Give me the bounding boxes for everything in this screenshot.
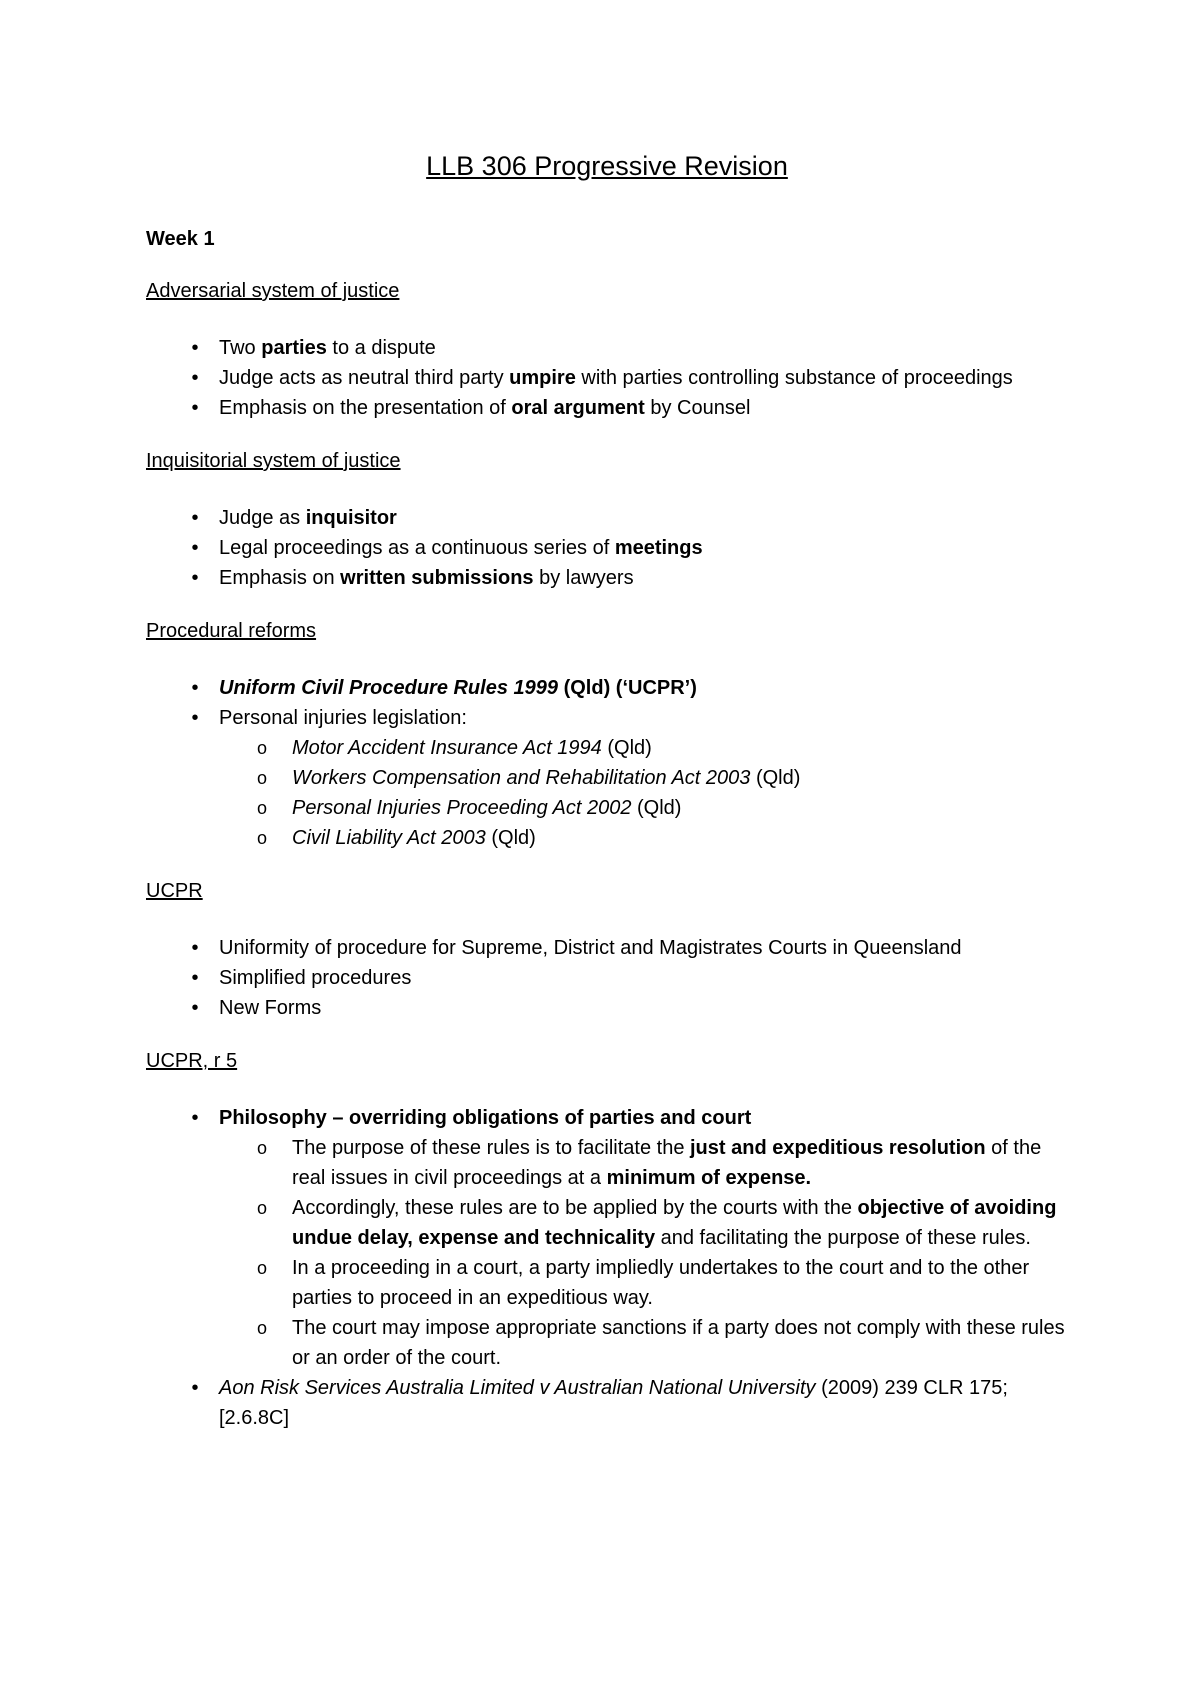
section-heading-reforms: Procedural reforms <box>146 620 317 642</box>
sub-list-item: o In a proceeding in a court, a party impliedly undertakes to the court and to the other parties to proceed in an expeditious way. <box>219 1253 1080 1313</box>
bullet-icon: • <box>191 677 199 699</box>
list-item: • Uniform Civil Procedure Rules 1999 (Qld) (‘UCPR’) <box>146 673 1080 703</box>
sub-list-item: o Personal Injuries Proceeding Act 2002 (Qld) <box>219 793 1080 823</box>
circle-bullet-icon: o <box>256 798 267 818</box>
list-item: • Two parties to a dispute <box>146 333 1080 363</box>
list-item: • New Forms <box>146 993 1080 1023</box>
circle-bullet-icon: o <box>256 768 267 788</box>
section-heading-ucpr: UCPR <box>146 880 203 902</box>
sub-list-item: o Accordingly, these rules are to be applied by the courts with the objective of avoiding undue delay, expense and technicality and facilitating the purpose of these rules. <box>219 1193 1080 1253</box>
list-item: • Aon Risk Services Australia Limited v Australian National University (2009) 239 CLR 175; [2.6.8C] <box>146 1373 1080 1433</box>
circle-bullet-icon: o <box>256 828 267 848</box>
sub-list-item: o Workers Compensation and Rehabilitation Act 2003 (Qld) <box>219 763 1080 793</box>
list-item: • Judge acts as neutral third party umpire with parties controlling substance of proceedings <box>146 363 1080 393</box>
document-title: LLB 306 Progressive Revision <box>426 151 788 181</box>
circle-bullet-icon: o <box>256 1258 267 1278</box>
sub-list-item: o Civil Liability Act 2003 (Qld) <box>219 823 1080 853</box>
bullet-icon: • <box>191 967 199 989</box>
bullet-icon: • <box>191 1107 199 1129</box>
list-item: • Emphasis on written submissions by lawyers <box>146 563 1080 593</box>
bullet-icon: • <box>191 337 199 359</box>
ucpr-list <box>146 933 1080 1023</box>
list-item: • Uniformity of procedure for Supreme, District and Magistrates Courts in Queensland <box>146 933 1080 963</box>
adversarial-list <box>146 333 1080 423</box>
list-item: • Judge as inquisitor <box>146 503 1080 533</box>
bullet-icon: • <box>191 707 199 729</box>
list-item: • Simplified procedures <box>146 963 1080 993</box>
week-heading: Week 1 <box>146 228 215 250</box>
sub-list-item: o Motor Accident Insurance Act 1994 (Qld) <box>219 733 1080 763</box>
circle-bullet-icon: o <box>256 1138 267 1158</box>
bullet-icon: • <box>191 937 199 959</box>
bullet-icon: • <box>191 397 199 419</box>
ucpr-r5-list <box>146 1103 1080 1433</box>
bullet-icon: • <box>191 367 199 389</box>
bullet-icon: • <box>191 1377 199 1399</box>
list-item: • Philosophy – overriding obligations of parties and court o The purpose of these rules is to facilitate the just and expeditious resolution of the real issues in civil proceedings at a minimum of expense. o Accordingly, these rules are to be applied by the courts with the objective of avoiding undue delay, expense and technicality and facilitating the purpose of these rules. o In a proceeding in a court, a party impliedly undertakes to the court and to the other parties to proceed in an expeditious way. o The court may impose appropriate sanctions if a party does not comply with these rules or an order of the court. <box>146 1103 1080 1373</box>
philosophy-sublist <box>219 1133 1080 1373</box>
list-item: • Legal proceedings as a continuous series of meetings <box>146 533 1080 563</box>
legislation-sublist <box>219 733 1080 853</box>
list-item: • Personal injuries legislation: o Motor Accident Insurance Act 1994 (Qld) o Workers Compensation and Rehabilitation Act 2003 (Qld) o Personal Injuries Proceeding Act 2002 (Qld) o Civil Liability Act 2003 (Qld) <box>146 703 1080 853</box>
section-heading-inquisitorial: Inquisitorial system of justice <box>146 450 401 472</box>
list-item: • Emphasis on the presentation of oral argument by Counsel <box>146 393 1080 423</box>
bullet-icon: • <box>191 507 199 529</box>
bullet-icon: • <box>191 997 199 1019</box>
sub-list-item: o The court may impose appropriate sanctions if a party does not comply with these rules or an order of the court. <box>219 1313 1080 1373</box>
bullet-icon: • <box>191 567 199 589</box>
circle-bullet-icon: o <box>256 1198 267 1218</box>
section-heading-ucpr-r5: UCPR, r 5 <box>146 1050 238 1072</box>
circle-bullet-icon: o <box>256 1318 267 1338</box>
sub-list-item: o The purpose of these rules is to facilitate the just and expeditious resolution of the real issues in civil proceedings at a minimum of expense. <box>219 1133 1080 1193</box>
bullet-icon: • <box>191 537 199 559</box>
inquisitorial-list <box>146 503 1080 593</box>
circle-bullet-icon: o <box>256 738 267 758</box>
section-heading-adversarial: Adversarial system of justice <box>146 280 400 302</box>
reforms-list <box>146 673 1080 853</box>
